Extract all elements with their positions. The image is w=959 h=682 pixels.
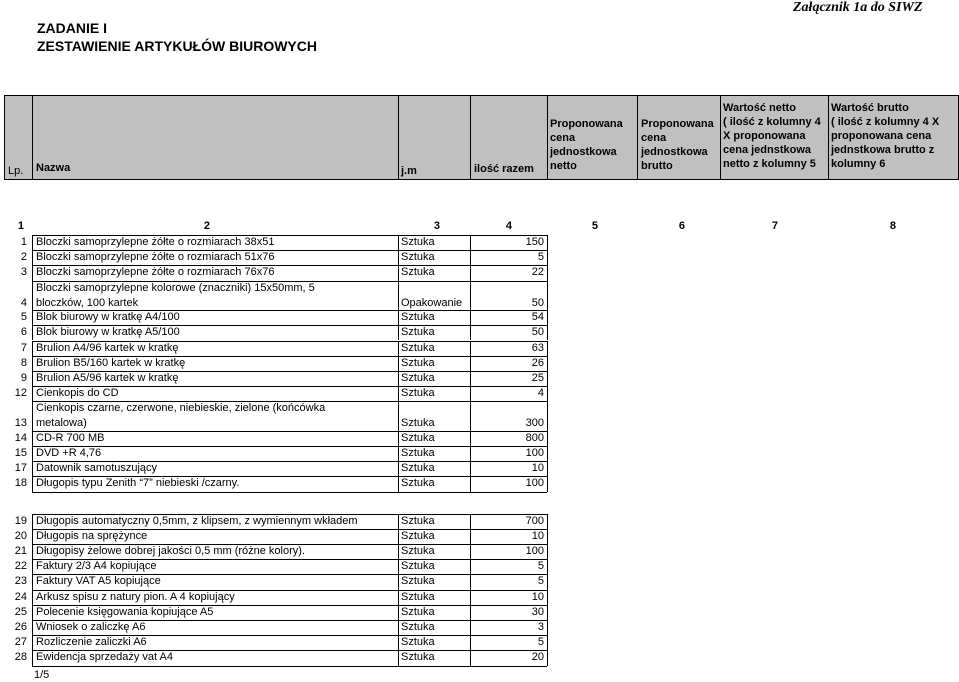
row-jm: Sztuka bbox=[401, 636, 435, 649]
col-netto-line: Proponowana bbox=[550, 118, 623, 130]
row-jm: Sztuka bbox=[401, 371, 435, 384]
col-ilosc-header: ilość razem bbox=[474, 163, 534, 175]
row-qty: 300 bbox=[525, 417, 544, 430]
cell-border bbox=[32, 341, 33, 356]
cell-border bbox=[398, 559, 399, 574]
col-netto-line: jednostkowa bbox=[550, 146, 617, 158]
row-lp: 2 bbox=[20, 251, 27, 264]
row-lp: 27 bbox=[14, 636, 27, 649]
cell-border bbox=[32, 461, 33, 476]
cell-border bbox=[398, 371, 399, 386]
row-lp: 7 bbox=[20, 341, 27, 354]
row-qty: 63 bbox=[531, 341, 544, 354]
header-top-border bbox=[4, 95, 959, 96]
row-name: Długopis typu Zenith “7” niebieski /czarny. bbox=[36, 477, 240, 490]
cell-border bbox=[398, 325, 399, 340]
cell-border bbox=[398, 265, 399, 280]
page-number: 1/5 bbox=[34, 669, 50, 681]
cell-border bbox=[32, 325, 33, 340]
row-jm: Sztuka bbox=[401, 605, 435, 618]
cell-border bbox=[398, 590, 399, 605]
cell-border bbox=[547, 590, 548, 605]
row-jm: Sztuka bbox=[401, 560, 435, 573]
cell-border bbox=[398, 310, 399, 325]
row-lp: 18 bbox=[14, 477, 27, 490]
row-name: Polecenie księgowania kopiujące A5 bbox=[36, 605, 214, 618]
row-name: Bloczki samoprzylepne żółte o rozmiarach 76x76 bbox=[36, 266, 275, 279]
row-qty: 100 bbox=[525, 545, 544, 557]
cell-border bbox=[32, 356, 33, 371]
col-netto-line: cena bbox=[550, 132, 576, 144]
cell-border bbox=[547, 476, 548, 491]
row-lp: 4 bbox=[20, 296, 27, 309]
cell-border bbox=[398, 476, 399, 491]
col-wartosc-netto-line: ( ilość z kolumny 4 bbox=[723, 116, 821, 128]
row-qty: 22 bbox=[531, 266, 544, 279]
cell-border bbox=[32, 281, 33, 311]
col-brutto-line: brutto bbox=[641, 160, 673, 172]
row-lp: 12 bbox=[14, 387, 27, 400]
row-lp: 1 bbox=[20, 236, 27, 248]
row-name: Wniosek o zaliczkę A6 bbox=[36, 621, 146, 633]
col-wartosc-brutto-line: proponowana cena bbox=[831, 130, 932, 142]
row-qty: 10 bbox=[531, 462, 544, 475]
cell-border bbox=[547, 529, 548, 544]
row-lp: 19 bbox=[14, 514, 27, 527]
row-name: DVD +R 4,76 bbox=[36, 447, 102, 459]
row-jm: Sztuka bbox=[401, 621, 435, 633]
col-brutto-line: jednostkowa bbox=[641, 146, 708, 158]
cell-border bbox=[547, 650, 548, 665]
cell-border bbox=[32, 514, 33, 529]
col-number-3: 3 bbox=[433, 220, 440, 232]
cell-border bbox=[398, 431, 399, 446]
header-divider bbox=[32, 95, 33, 180]
row-name: Brulion A5/96 kartek w kratkę bbox=[36, 371, 179, 384]
row-qty: 26 bbox=[531, 356, 544, 369]
row-lp: 23 bbox=[14, 575, 27, 588]
cell-border bbox=[398, 514, 399, 529]
cell-border bbox=[398, 650, 399, 665]
cell-border bbox=[32, 544, 33, 559]
row-name: Brulion A4/96 kartek w kratkę bbox=[36, 341, 179, 354]
cell-border bbox=[398, 401, 399, 431]
row-name-continued: bloczków, 100 kartek bbox=[36, 296, 139, 309]
cell-border bbox=[398, 281, 399, 311]
cell-border bbox=[398, 235, 399, 250]
header-divider bbox=[398, 95, 399, 180]
row-lp: 5 bbox=[20, 311, 27, 324]
row-name: Bloczki samoprzylepne żółte o rozmiarach 51x76 bbox=[36, 251, 275, 264]
row-lp: 15 bbox=[14, 447, 27, 459]
row-lp: 21 bbox=[14, 545, 27, 557]
col-wartosc-brutto-line: ( ilość z kolumny 4 X bbox=[831, 116, 940, 128]
row-jm: Sztuka bbox=[401, 514, 435, 527]
col-wartosc-netto-line: netto z kolumny 5 bbox=[723, 158, 816, 170]
cell-border bbox=[398, 341, 399, 356]
col-brutto-line: cena bbox=[641, 132, 667, 144]
cell-border bbox=[398, 386, 399, 401]
row-name: Rozliczenie zaliczki A6 bbox=[36, 636, 147, 649]
row-qty: 5 bbox=[537, 560, 544, 573]
row-qty: 54 bbox=[531, 311, 544, 324]
cell-border bbox=[547, 605, 548, 620]
col-number-2: 2 bbox=[203, 220, 210, 232]
header-divider bbox=[637, 95, 638, 180]
row-jm: Sztuka bbox=[401, 529, 435, 542]
cell-border bbox=[547, 401, 548, 431]
row-lp: 25 bbox=[14, 605, 27, 618]
row-qty: 5 bbox=[537, 575, 544, 588]
col-wartosc-netto-line: X proponowana bbox=[723, 130, 806, 142]
col-brutto-header bbox=[641, 117, 714, 173]
cell-border bbox=[547, 371, 548, 386]
row-name: Ewidencja sprzedaży vat A4 bbox=[36, 651, 173, 664]
row-name: Faktury 2/3 A4 kopiujące bbox=[36, 560, 157, 573]
cell-border bbox=[547, 559, 548, 574]
row-name: CD-R 700 MB bbox=[36, 431, 105, 444]
row-qty: 50 bbox=[531, 326, 544, 339]
cell-border bbox=[32, 250, 33, 265]
row-qty: 50 bbox=[531, 296, 544, 309]
col-netto-header bbox=[550, 117, 623, 173]
row-qty: 20 bbox=[531, 651, 544, 664]
cell-border bbox=[398, 620, 399, 635]
cell-border bbox=[32, 574, 33, 589]
cell-border bbox=[32, 386, 33, 401]
cell-border bbox=[32, 431, 33, 446]
row-qty: 100 bbox=[525, 477, 544, 490]
row-lp: 24 bbox=[14, 590, 27, 603]
cell-border bbox=[398, 635, 399, 650]
row-jm: Sztuka bbox=[401, 341, 435, 354]
cell-border bbox=[547, 446, 548, 461]
row-name: Faktury VAT A5 kopiujące bbox=[36, 575, 161, 588]
cell-border bbox=[547, 620, 548, 635]
row-jm: Sztuka bbox=[401, 251, 435, 264]
row-jm: Sztuka bbox=[401, 236, 435, 248]
header-divider bbox=[828, 95, 829, 180]
col-wartosc-netto-line: Wartość netto bbox=[723, 102, 796, 114]
row-name: Blok biurowy w kratkę A5/100 bbox=[36, 326, 180, 339]
header-divider bbox=[4, 95, 5, 180]
cell-border bbox=[32, 446, 33, 461]
cell-border bbox=[32, 635, 33, 650]
cell-border bbox=[547, 235, 548, 250]
col-wartosc-netto-line: cena jednstkowa bbox=[723, 144, 812, 156]
cell-border bbox=[398, 529, 399, 544]
cell-border bbox=[547, 461, 548, 476]
cell-border bbox=[398, 250, 399, 265]
row-lp: 28 bbox=[14, 651, 27, 664]
col-brutto-line: Proponowana bbox=[641, 118, 714, 130]
cell-border bbox=[32, 476, 33, 491]
cell-border bbox=[32, 605, 33, 620]
col-number-7: 7 bbox=[771, 220, 778, 232]
cell-border bbox=[32, 590, 33, 605]
row-qty: 5 bbox=[537, 251, 544, 264]
cell-border bbox=[32, 559, 33, 574]
col-number-5: 5 bbox=[591, 220, 598, 232]
col-lp-header: Lp. bbox=[8, 165, 24, 177]
col-number-4: 4 bbox=[505, 220, 512, 232]
cell-border bbox=[547, 431, 548, 446]
row-jm: Sztuka bbox=[401, 651, 435, 664]
row-name: Arkusz spisu z natury pion. A 4 kopiujący bbox=[36, 590, 235, 603]
col-number-6: 6 bbox=[678, 220, 685, 232]
row-jm: Sztuka bbox=[401, 545, 435, 557]
cell-border bbox=[547, 265, 548, 280]
cell-border bbox=[547, 310, 548, 325]
row-lp: 8 bbox=[20, 356, 27, 369]
row-name: Długopis na sprężynce bbox=[36, 529, 148, 542]
row-qty: 100 bbox=[525, 447, 544, 459]
row-jm: Sztuka bbox=[401, 477, 435, 490]
row-jm: Sztuka bbox=[401, 431, 435, 444]
attachment-label: Załącznik 1a do SIWZ bbox=[793, 0, 923, 15]
cell-border bbox=[398, 356, 399, 371]
row-qty: 150 bbox=[525, 236, 544, 248]
row-jm: Sztuka bbox=[401, 311, 435, 324]
header-divider bbox=[470, 95, 471, 180]
row-name: Cienkopis do CD bbox=[36, 387, 119, 400]
cell-border bbox=[32, 371, 33, 386]
col-wartosc-brutto-header bbox=[831, 101, 939, 171]
cell-border bbox=[547, 635, 548, 650]
cell-border bbox=[547, 514, 548, 529]
cell-border bbox=[32, 529, 33, 544]
row-jm: Sztuka bbox=[401, 266, 435, 279]
row-qty: 4 bbox=[537, 387, 544, 400]
row-jm: Sztuka bbox=[401, 417, 435, 430]
col-number-8: 8 bbox=[889, 220, 896, 232]
cell-border bbox=[32, 265, 33, 280]
col-jm-header: j.m bbox=[401, 165, 417, 177]
row-name-continued: metalowa) bbox=[36, 417, 87, 430]
cell-border bbox=[32, 492, 547, 493]
row-lp: 14 bbox=[14, 431, 27, 444]
col-nazwa-header: Nazwa bbox=[36, 162, 71, 174]
row-jm: Sztuka bbox=[401, 387, 435, 400]
row-name: Cienkopis czarne, czerwone, niebieskie, zielone (końcówka bbox=[36, 402, 326, 415]
row-qty: 10 bbox=[531, 529, 544, 542]
col-wartosc-netto-header bbox=[723, 101, 821, 171]
row-qty: 10 bbox=[531, 590, 544, 603]
row-qty: 700 bbox=[525, 514, 544, 527]
row-name: Blok biurowy w kratkę A4/100 bbox=[36, 311, 180, 324]
row-name: Brulion B5/160 kartek w kratkę bbox=[36, 356, 186, 369]
row-lp: 22 bbox=[14, 560, 27, 573]
row-lp: 9 bbox=[20, 371, 27, 384]
row-jm: Sztuka bbox=[401, 447, 435, 459]
cell-border bbox=[398, 446, 399, 461]
header-divider bbox=[720, 95, 721, 180]
col-netto-line: netto bbox=[550, 160, 577, 172]
header-divider bbox=[547, 95, 548, 180]
cell-border bbox=[547, 574, 548, 589]
row-qty: 5 bbox=[537, 636, 544, 649]
row-name: Bloczki samoprzylepne żółte o rozmiarach 38x51 bbox=[36, 236, 275, 248]
row-lp: 6 bbox=[20, 326, 27, 339]
row-qty: 800 bbox=[525, 431, 544, 444]
row-jm: Opakowanie bbox=[401, 296, 463, 309]
cell-border bbox=[547, 341, 548, 356]
col-wartosc-brutto-line: kolumny 6 bbox=[831, 158, 886, 170]
cell-border bbox=[547, 250, 548, 265]
row-lp: 20 bbox=[14, 529, 27, 542]
cell-border bbox=[547, 386, 548, 401]
row-qty: 3 bbox=[537, 621, 544, 633]
row-qty: 30 bbox=[531, 605, 544, 618]
col-number-1: 1 bbox=[17, 220, 24, 232]
row-jm: Sztuka bbox=[401, 326, 435, 339]
cell-border bbox=[32, 401, 33, 431]
row-lp: 17 bbox=[14, 462, 27, 475]
cell-border bbox=[32, 310, 33, 325]
cell-border bbox=[32, 235, 33, 250]
row-jm: Sztuka bbox=[401, 462, 435, 475]
title-line-1: ZADANIE I bbox=[37, 20, 107, 36]
row-name: Długopisy żelowe dobrej jakości 0,5 mm (różne kolory). bbox=[36, 545, 305, 557]
col-wartosc-brutto-line: Wartość brutto bbox=[831, 102, 909, 114]
cell-border bbox=[398, 544, 399, 559]
row-lp: 26 bbox=[14, 621, 27, 633]
cell-border bbox=[32, 620, 33, 635]
row-lp: 3 bbox=[20, 266, 27, 279]
cell-border bbox=[547, 544, 548, 559]
cell-border bbox=[398, 574, 399, 589]
cell-border bbox=[547, 356, 548, 371]
cell-border bbox=[547, 325, 548, 340]
cell-border bbox=[398, 605, 399, 620]
cell-border bbox=[32, 666, 547, 667]
row-lp: 13 bbox=[14, 417, 27, 430]
row-name: Datownik samotuszujący bbox=[36, 462, 158, 475]
row-jm: Sztuka bbox=[401, 356, 435, 369]
cell-border bbox=[547, 281, 548, 311]
row-name: Długopis automatyczny 0,5mm, z klipsem, z wymiennym wkładem bbox=[36, 514, 358, 527]
cell-border bbox=[398, 461, 399, 476]
row-jm: Sztuka bbox=[401, 590, 435, 603]
row-jm: Sztuka bbox=[401, 575, 435, 588]
title-line-2: ZESTAWIENIE ARTYKUŁÓW BIUROWYCH bbox=[37, 38, 317, 54]
row-name: Bloczki samoprzylepne kolorowe (znaczniki) 15x50mm, 5 bbox=[36, 281, 315, 294]
header-bottom-border bbox=[4, 179, 959, 180]
col-wartosc-brutto-line: jednstkowa brutto z bbox=[831, 144, 935, 156]
cell-border bbox=[32, 650, 33, 665]
row-qty: 25 bbox=[531, 371, 544, 384]
